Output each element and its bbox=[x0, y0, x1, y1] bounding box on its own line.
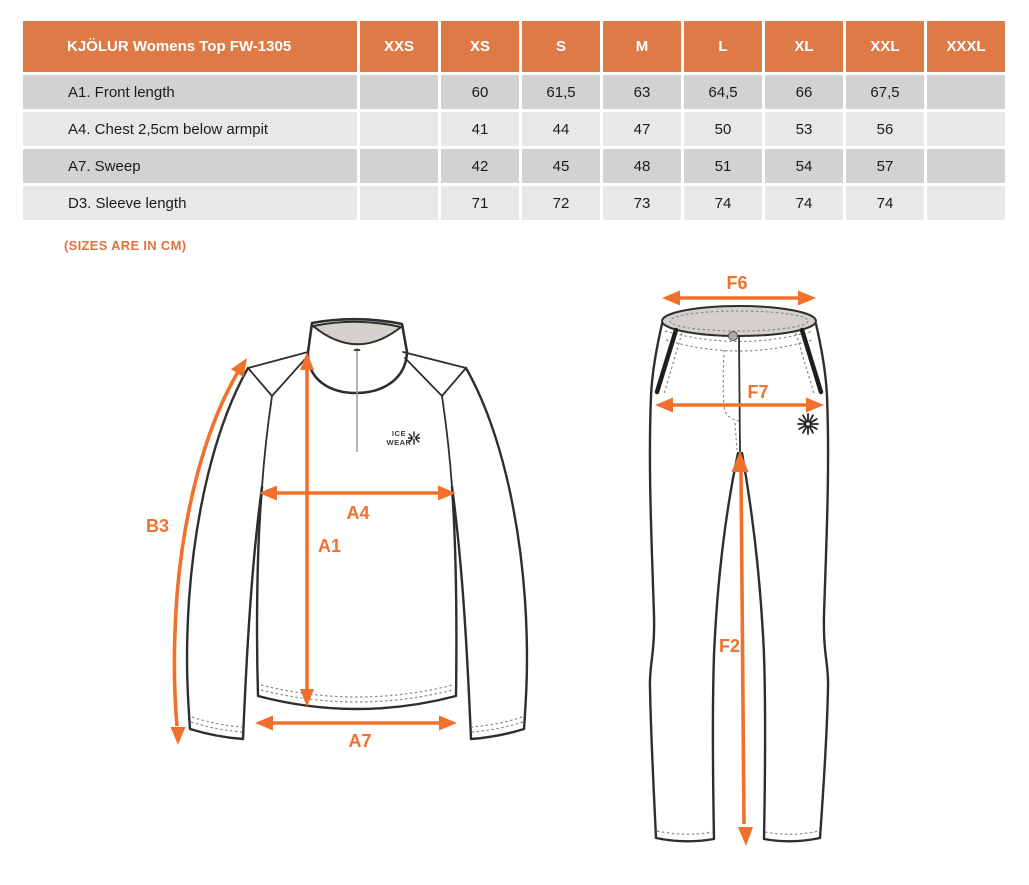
value-cell: 73 bbox=[603, 186, 681, 220]
measure-arrow-b3 bbox=[146, 358, 247, 745]
value-cell: 47 bbox=[603, 112, 681, 146]
right-sleeve-outline bbox=[452, 368, 527, 739]
row-label: A4. Chest 2,5cm below armpit bbox=[23, 112, 357, 146]
row-label: A1. Front length bbox=[23, 75, 357, 109]
value-cell: 61,5 bbox=[522, 75, 600, 109]
size-column-header-xxxl: XXXL bbox=[927, 21, 1005, 72]
left-raglan-seam bbox=[262, 396, 272, 487]
size-column-header-m: M bbox=[603, 21, 681, 72]
waist-button bbox=[729, 332, 738, 341]
size-column-header-xxl: XXL bbox=[846, 21, 924, 72]
value-cell: 45 bbox=[522, 149, 600, 183]
value-cell: 51 bbox=[684, 149, 762, 183]
left-hem-stitching bbox=[657, 831, 713, 834]
left-sleeve-outline bbox=[187, 368, 262, 739]
value-cell: 74 bbox=[765, 186, 843, 220]
value-cell: 42 bbox=[441, 149, 519, 183]
value-cell: 72 bbox=[522, 186, 600, 220]
value-cell: 54 bbox=[765, 149, 843, 183]
value-cell: 71 bbox=[441, 186, 519, 220]
measure-label-a1: A1 bbox=[318, 536, 342, 556]
value-cell: 41 bbox=[441, 112, 519, 146]
center-front-seam bbox=[739, 336, 740, 452]
left-leg-outline bbox=[650, 324, 738, 841]
size-column-header-xxs: XXS bbox=[360, 21, 438, 72]
row-label: A7. Sweep bbox=[23, 149, 357, 183]
right-hem-stitching bbox=[765, 831, 819, 834]
icewear-logo bbox=[387, 429, 420, 447]
pants-drawing bbox=[650, 273, 828, 846]
value-cell: 63 bbox=[603, 75, 681, 109]
value-cell: 74 bbox=[684, 186, 762, 220]
value-cell: 56 bbox=[846, 112, 924, 146]
value-cell: 67,5 bbox=[846, 75, 924, 109]
logo-text-wear: WEAR bbox=[386, 438, 412, 447]
left-shoulder-seam bbox=[248, 352, 308, 396]
size-column-header-s: S bbox=[522, 21, 600, 72]
measure-label-f2: F2 bbox=[718, 636, 740, 656]
value-cell: 64,5 bbox=[684, 75, 762, 109]
value-cell: 53 bbox=[765, 112, 843, 146]
fly-stitching bbox=[723, 350, 739, 450]
womens-top-drawing bbox=[146, 319, 527, 751]
value-cell: 50 bbox=[684, 112, 762, 146]
left-cuff-stitching bbox=[191, 717, 242, 732]
size-column-header-l: L bbox=[684, 21, 762, 72]
sizes-unit-note: (SIZES ARE IN CM) bbox=[64, 238, 187, 253]
measure-arrow-a4 bbox=[259, 486, 456, 524]
value-cell: 66 bbox=[765, 75, 843, 109]
value-cell: 57 bbox=[846, 149, 924, 183]
measure-label-b3: B3 bbox=[146, 516, 170, 536]
right-cuff-stitching bbox=[472, 717, 523, 732]
measure-arrow-a7 bbox=[255, 716, 457, 752]
measure-label-f6: F6 bbox=[726, 273, 748, 293]
measure-label-a4: A4 bbox=[346, 503, 370, 523]
value-cell: 60 bbox=[441, 75, 519, 109]
value-cell: 44 bbox=[522, 112, 600, 146]
value-cell: 48 bbox=[603, 149, 681, 183]
measure-label-a7: A7 bbox=[348, 731, 372, 751]
hem-stitching bbox=[261, 685, 453, 702]
measure-arrow-f2 bbox=[719, 451, 753, 846]
row-label: D3. Sleeve length bbox=[23, 186, 357, 220]
measure-arrow-f6 bbox=[662, 273, 816, 306]
size-column-header-xl: XL bbox=[765, 21, 843, 72]
measure-label-f7: F7 bbox=[747, 382, 769, 402]
value-cell: 74 bbox=[846, 186, 924, 220]
measure-arrow-a1 bbox=[300, 352, 341, 707]
right-raglan-seam bbox=[442, 396, 452, 487]
logo-text-ice: ICE bbox=[391, 429, 407, 438]
snowflake-logo-icon bbox=[798, 414, 818, 434]
right-shoulder-seam bbox=[403, 352, 466, 396]
product-title-header: KJÖLUR Womens Top FW-1305 bbox=[23, 21, 357, 72]
size-column-header-xs: XS bbox=[441, 21, 519, 72]
